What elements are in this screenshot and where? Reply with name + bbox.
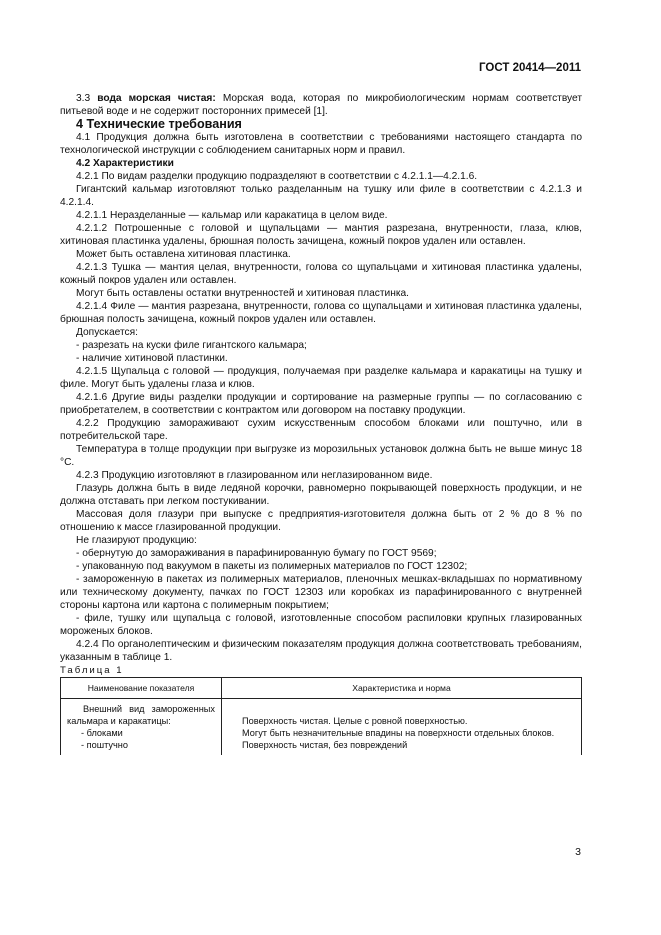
list-item-polymer-packages: - замороженную в пакетах из полимерных материалов, пленочных мешках-вкладышах по нормативному или техническому документу, пачках по ГОСТ 12303 или коробках из парафинированного с внутренней стороны картона или картона с полимерным покрытием; xyxy=(60,574,582,611)
paragraph-4-2-1-4: 4.2.1.4 Филе — мантия разрезана, внутренности, голова со щупальцами и хитиновая пластинка удалены, брюшная полость зачищена, кожный покров удален или оставлен. xyxy=(60,301,582,325)
paragraph-4-2-1: 4.2.1 По видам разделки продукцию подразделяют в соответствии с 4.2.1.1—4.2.1.6. xyxy=(76,171,478,182)
table-1 xyxy=(60,677,582,755)
paragraph-4-2-3: 4.2.3 Продукцию изготовляют в глазированном или неглазированном виде. xyxy=(76,470,433,481)
characteristic-line-1: Поверхность чистая. Целые с ровной поверхностью. xyxy=(242,716,468,726)
list-item-vacuum: - упакованную под вакуумом в пакеты из полимерных материалов по ГОСТ 12302; xyxy=(76,561,468,572)
subsection-4-2-title: 4.2 Характеристики xyxy=(76,158,174,169)
definition-term: вода морская чистая: xyxy=(97,93,216,104)
table-row xyxy=(61,699,582,756)
indicator-individually: - поштучно xyxy=(81,740,128,750)
paragraph-giant-squid: Гигантский кальмар изготовляют только разделанным на тушку или филе в соответствии с 4.2.1.3 и 4.2.1.4. xyxy=(60,184,582,208)
paragraph-4-2-1-5: 4.2.1.5 Щупальца с головой — продукция, получаемая при разделке кальмара и каракатицы на тушку и филе. Могут быть удалены глаза и клюв. xyxy=(60,366,582,390)
table-cell-indicator xyxy=(61,699,222,756)
document-body xyxy=(60,92,582,755)
paragraph-4-2-2: 4.2.2 Продукцию замораживают сухим искусственным способом блоками или поштучно, или в потребительской таре. xyxy=(60,418,582,442)
definition-3-3 xyxy=(60,92,582,118)
paragraph-allowed: Допускается: xyxy=(76,327,138,338)
paragraph-4-2-1-1: 4.2.1.1 Неразделанные — кальмар или каракатица в целом виде. xyxy=(76,210,388,221)
paragraph-glaze-mass: Массовая доля глазури при выпуске с предприятия-изготовителя должна быть от 2 % до 8 % по отношению к массе глазированной продукции. xyxy=(60,509,582,533)
definition-text: Морская вода, которая по микробиологическим нормам соответствует питьевой воде и не содержит посторонних примесей [1]. xyxy=(60,93,583,117)
paragraph-not-glazed: Не глазируют продукцию: xyxy=(76,535,197,546)
paragraph-4-1: 4.1 Продукция должна быть изготовлена в соответствии с требованиями настоящего стандарта по технологической инструкции с соблюдением санитарных норм и правил. xyxy=(60,132,582,156)
column-header-value: Характеристика и норма xyxy=(222,678,582,699)
definition-number: 3.3 xyxy=(76,93,98,104)
list-item-chitin: - наличие хитиновой пластинки. xyxy=(76,353,228,364)
paragraph-4-2-4: 4.2.4 По органолептическим и физическим показателям продукция должна соответствовать требованиям, указанным в таблице 1. xyxy=(60,639,582,663)
table-cell-characteristic xyxy=(222,699,582,756)
table-caption: Таблица 1 xyxy=(60,665,124,676)
column-header-name: Наименование показателя xyxy=(61,678,222,699)
characteristic-line-3: Поверхность чистая, без повреждений xyxy=(242,740,408,750)
page-number: 3 xyxy=(575,846,581,858)
list-item-paraffin-paper: - обернутую до замораживания в парафинированную бумагу по ГОСТ 9569; xyxy=(76,548,437,559)
document-code: ГОСТ 20414—2011 xyxy=(479,62,581,74)
paragraph-4-2-1-3: 4.2.1.3 Тушка — мантия целая, внутренности, голова со щупальцами и хитиновая пластинка удалены, кожный покров удален или оставлен. xyxy=(60,262,582,286)
paragraph-chitin-may-remain: Может быть оставлена хитиновая пластинка. xyxy=(76,249,291,260)
characteristic-line-2: Могут быть незначительные впадины на поверхности отдельных блоков. xyxy=(242,728,555,738)
section-4-title: 4 Технические требования xyxy=(76,117,242,131)
list-item-fillet-pieces: - разрезать на куски филе гигантского кальмара; xyxy=(76,340,307,351)
paragraph-4-2-1-6: 4.2.1.6 Другие виды разделки продукции и сортирование на размерные группы — по согласованию с приобретателем, в соответствии с контрактом или договором на поставку продукции. xyxy=(60,392,582,416)
table-header-row xyxy=(61,678,582,699)
indicator-blocks: - блоками xyxy=(81,728,123,738)
list-item-sawn-blocks: - филе, тушку или щупальца с головой, изготовленные способом распиловки крупных глазированных мороженых блоков. xyxy=(60,613,582,637)
paragraph-4-2-1-2: 4.2.1.2 Потрошенные с головой и щупальцами — мантия разрезана, внутренности, глаза, клюв, хитиновая пластинка удалены, брюшная полость зачищена, кожный покров удален или оставлен. xyxy=(60,223,582,247)
indicator-main: Внешний вид замороженных кальмара и каракатицы: xyxy=(67,704,215,726)
paragraph-temperature: Температура в толще продукции при выгрузке из морозильных установок должна быть не выше минус 18 °С. xyxy=(60,444,582,468)
paragraph-glaze: Глазурь должна быть в виде ледяной корочки, равномерно покрывающей поверхность продукции, и не должна отставать при легком постукивании. xyxy=(60,483,582,507)
paragraph-remains-allowed: Могут быть оставлены остатки внутренностей и хитиновая пластинка. xyxy=(76,288,409,299)
